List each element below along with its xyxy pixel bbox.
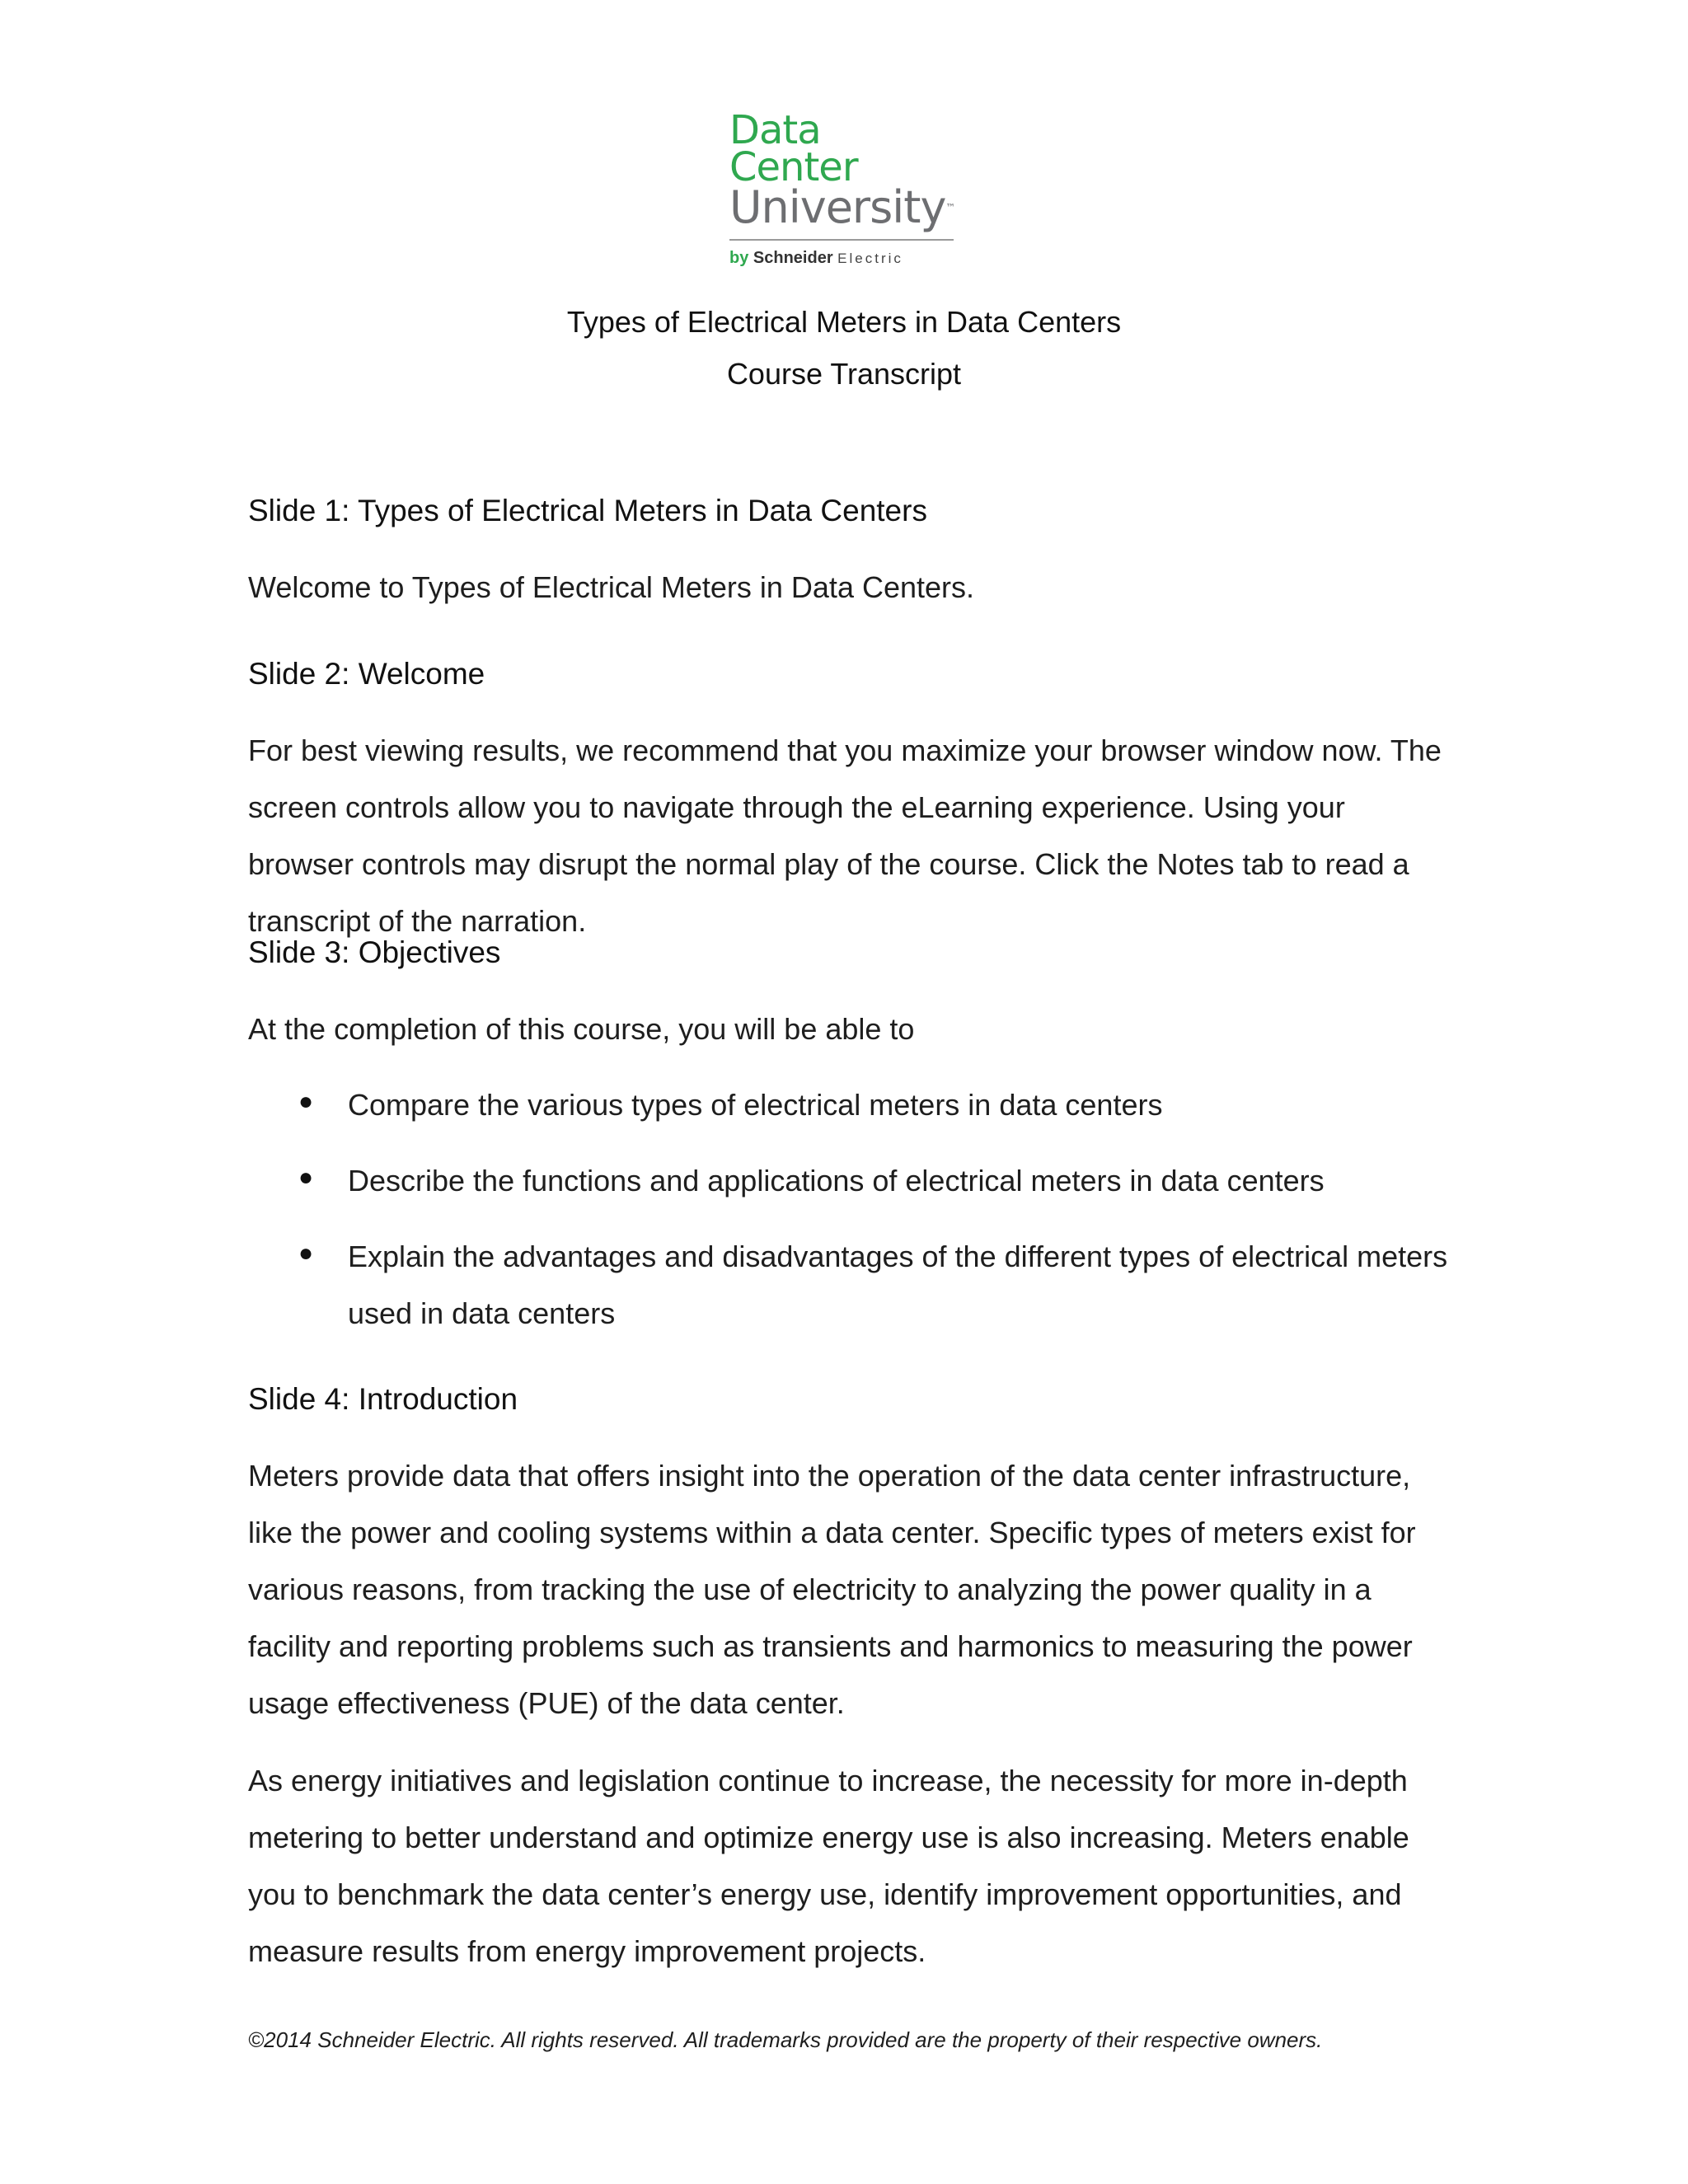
copyright-footer: ©2014 Schneider Electric. All rights reserved. All trademarks provided are the property of their respective owners. bbox=[248, 2027, 1323, 2052]
logo-byline bbox=[729, 249, 977, 268]
slide-1-heading: Slide 1: Types of Electrical Meters in Data Centers bbox=[248, 494, 927, 527]
logo-divider bbox=[729, 239, 954, 241]
logo-company-electric: Electric bbox=[837, 251, 903, 266]
list-item: Describe the functions and applications of electrical meters in data centers bbox=[348, 1164, 1325, 1197]
logo-line-university bbox=[729, 181, 977, 233]
slide-4-paragraph-1: Meters provide data that offers insight into the operation of the data center infrastructure, like the power and cooling systems within a data center. Specific types of meters exist for various reasons, from tracking the use of electricity to analyzing the power quality in a facility and reporting problems such as transients and harmonics to measuring the power usage effectiveness (PUE) of the data center. bbox=[248, 1459, 1416, 1720]
logo-line-center: Center bbox=[729, 144, 858, 190]
logo-line-data: Data bbox=[729, 107, 821, 153]
slide-1-paragraph: Welcome to Types of Electrical Meters in Data Centers. bbox=[248, 570, 975, 604]
document-title: Types of Electrical Meters in Data Centers bbox=[566, 305, 1122, 339]
data-center-university-logo bbox=[729, 107, 977, 268]
slide-2-heading: Slide 2: Welcome bbox=[248, 657, 485, 691]
list-item: Explain the advantages and disadvantages of the different types of electrical meters used in data centers bbox=[348, 1240, 1448, 1330]
slide-2-paragraph: For best viewing results, we recommend that you maximize your browser window now. The screen controls allow you to navigate through the eLearning experience. Using your browser controls may disrupt the normal play of the course. Click the Notes tab to read a transcript of the narration. bbox=[248, 733, 1442, 938]
logo-trademark: ™ bbox=[945, 202, 955, 213]
slide-3-heading: Slide 3: Objectives bbox=[248, 935, 501, 969]
slide-4-heading: Slide 4: Introduction bbox=[248, 1382, 518, 1416]
list-item: Compare the various types of electrical meters in data centers bbox=[348, 1088, 1163, 1122]
slide-4-paragraph-2: As energy initiatives and legislation continue to increase, the necessity for more in-depth metering to better understand and optimize energy use is also increasing. Meters enable you to benchmark the data center’s energy use, identify improvement opportunities, and measure results from energy improvement projects. bbox=[248, 1764, 1409, 1968]
logo-by: by bbox=[729, 249, 749, 267]
document-subtitle: Course Transcript bbox=[726, 357, 962, 391]
bullet-marker: ● bbox=[298, 1240, 314, 1267]
bullet-marker: ● bbox=[298, 1164, 314, 1191]
logo-company: Schneider bbox=[753, 249, 833, 267]
bullet-marker: ● bbox=[298, 1088, 314, 1115]
logo-university-text: University bbox=[729, 181, 946, 233]
slide-3-paragraph: At the completion of this course, you will be able to bbox=[248, 1012, 915, 1046]
